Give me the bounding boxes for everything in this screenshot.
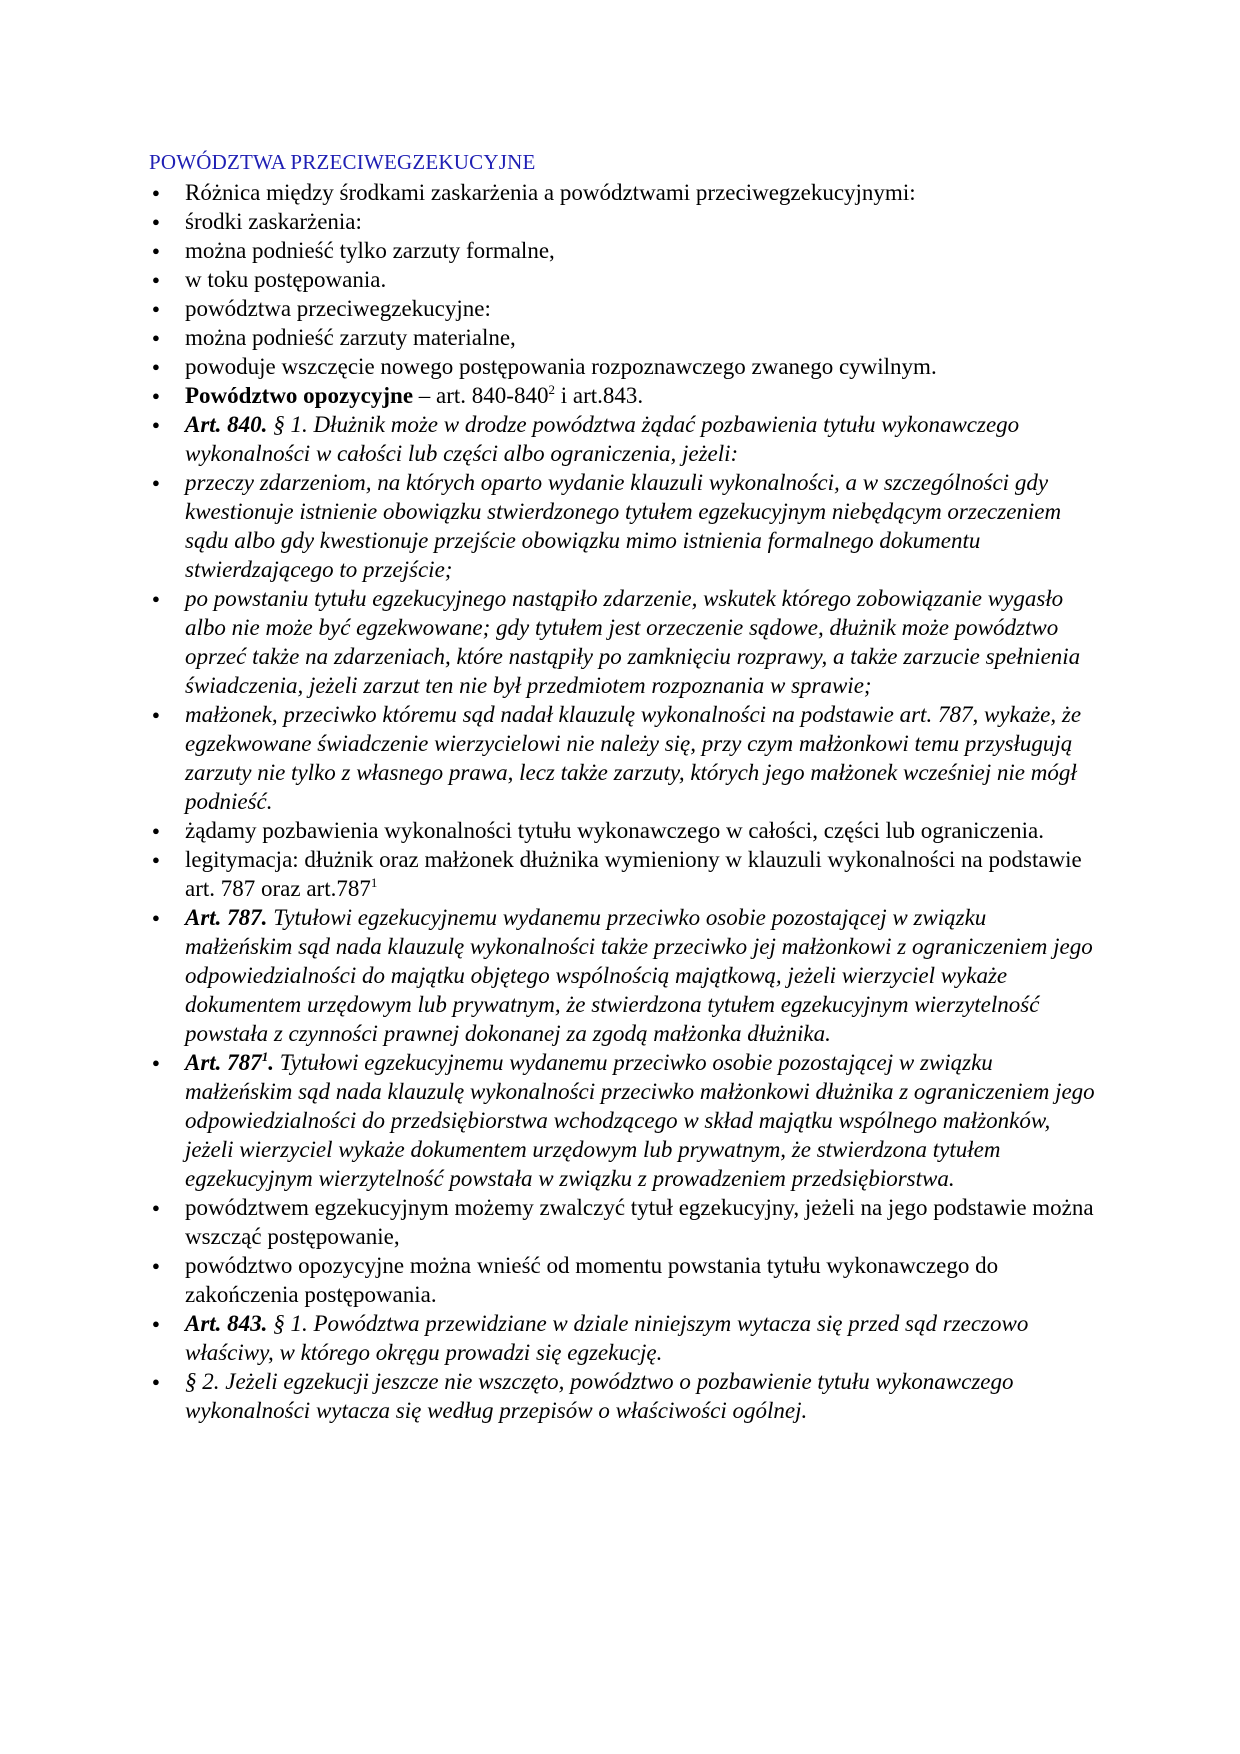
list-item: ● przeczy zdarzeniom, na których oparto wydanie klauzuli wykonalności, a w szczególności gdy kwestionuje istnienie obowiązku stwierdzonego tytułem egzekucyjnym niebędącym orzeczeniem sądu albo gdy kwestionuje przejście obowiązku mimo istnienia formalnego dokumentu stwierdzającego to przejście; [149,468,1099,584]
bullet-list [149,178,1099,1425]
article-label: Art. 787. [185,905,268,930]
list-item: ● § 2. Jeżeli egzekucji jeszcze nie wszczęto, powództwo o pozbawienie tytułu wykonawczego wykonalności wytacza się według przepisów o właściwości ogólnej. [149,1367,1099,1425]
list-item: ● Art. $787^1$. Tytułowi egzekucyjnemu wydanemu przeciwko osobie pozostającej w związku małżeńskim sąd nada klauzulę wykonalności przeciwko małżonkowi dłużnika z ograniczeniem jego odpowiedzialności do przedsiębiorstwa wchodzącego w skład majątku wspólnego małżonków, jeżeli wierzyciel wykaże dokumentem urzędowym lub prywatnym, że stwierdzona tytułem egzekucyjnym wierzytelność powstała w związku z prowadzeniem przedsiębiorstwa. [149,1048,1099,1193]
list-item: ● powództwem egzekucyjnym możemy zwalczyć tytuł egzekucyjny, jeżeli na jego podstawie można wszcząć postępowanie, [149,1193,1099,1251]
list-item: ● powództwa przeciwegzekucyjne: [149,294,1099,323]
list-item: ● Art. 843. § 1. Powództwa przewidziane w dziale niniejszym wytacza się przed sąd rzeczowo właściwy, w którego okręgu prowadzi się egzekucję. [149,1309,1099,1367]
document-title: POWÓDZTWA PRZECIWEGZEKUCYJNE [149,150,536,174]
list-item: ● żądamy pozbawienia wykonalności tytułu wykonawczego w całości, części lub ograniczenia. [149,816,1099,845]
list-item: ● można podnieść zarzuty materialne, [149,323,1099,352]
list-item: ● powództwo opozycyjne można wnieść od momentu powstania tytułu wykonawczego do zakończenia postępowania. [149,1251,1099,1309]
list-item: ● Art. 787. Tytułowi egzekucyjnemu wydanemu przeciwko osobie pozostającej w związku małżeńskim sąd nada klauzulę wykonalności także przeciwko jej małżonkowi z ograniczeniem jego odpowiedzialności do majątku objętego wspólnością majątkową, jeżeli wierzyciel wykaże dokumentem urzędowym lub prywatnym, że stwierdzona tytułem egzekucyjnym wierzytelność powstała z czynności prawnej dokonanej za zgodą małżonka dłużnika. [149,903,1099,1048]
article-label: Art. 840. [185,412,268,437]
list-item: ● legitymacja: dłużnik oraz małżonek dłużnika wymieniony w klauzuli wykonalności na podstawie art. 787 oraz art.787$^1$ [149,845,1099,903]
term-heading: Powództwo opozycyjne [185,383,414,408]
list-item: ● środki zaskarżenia: [149,207,1099,236]
article-label: Art. 843. [185,1311,268,1336]
list-item: ● powoduje wszczęcie nowego postępowania rozpoznawczego zwanego cywilnym. [149,352,1099,381]
list-item: ● Art. 840. § 1. Dłużnik może w drodze powództwa żądać pozbawienia tytułu wykonawczego wykonalności w całości lub części albo ograniczenia, jeżeli: [149,410,1099,468]
list-item: ● Powództwo opozycyjne – art. $840-840^2$ i art.843. [149,381,1099,410]
article-label: Art. $787^1$. [185,1049,274,1075]
list-item: ● małżonek, przeciwko któremu sąd nadał klauzulę wykonalności na podstawie art. 787, wykaże, że egzekwowane świadczenie wierzycielowi nie należy się, przy czym małżonkowi temu przysługują zarzuty nie tylko z własnego prawa, lecz także zarzuty, których jego małżonek wcześniej nie mógł podnieść. [149,700,1099,816]
list-item: ● w toku postępowania. [149,265,1099,294]
list-item: ● po powstaniu tytułu egzekucyjnego nastąpiło zdarzenie, wskutek którego zobowiązanie wygasło albo nie może być egzekwowane; gdy tytułem jest orzeczenie sądowe, dłużnik może powództwo oprzeć także na zdarzeniach, które nastąpiły po zamknięciu rozprawy, a także zarzucie spełnienia świadczenia, jeżeli zarzut ten nie był przedmiotem rozpoznania w sprawie; [149,584,1099,700]
list-item: ● Różnica między środkami zaskarżenia a powództwami przeciwegzekucyjnymi: [149,178,1099,207]
list-item: ● można podnieść tylko zarzuty formalne, [149,236,1099,265]
